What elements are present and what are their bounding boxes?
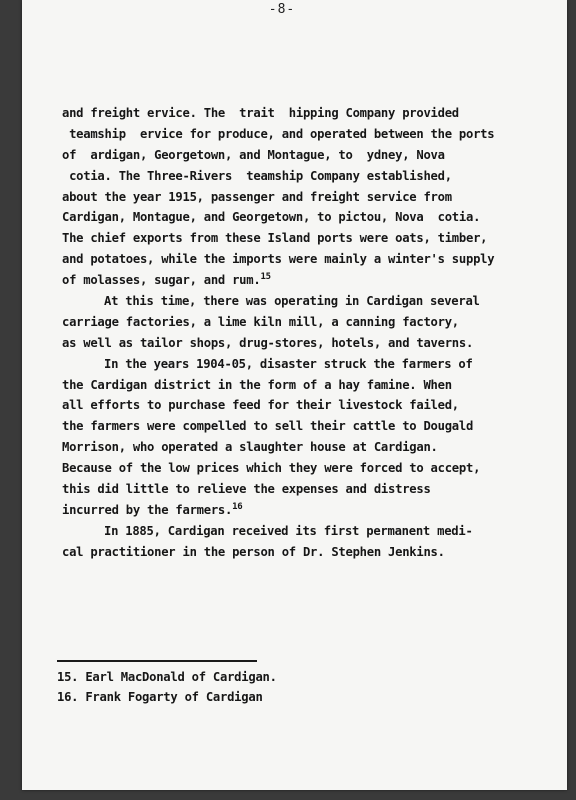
text-line: the farmers were compelled to sell their cattle to Dougald — [62, 419, 474, 434]
text-line: as well as tailor shops, drug-stores, hotels, and taverns. — [62, 335, 474, 350]
text-line: At this time, there was operating in Cardigan several — [104, 294, 480, 309]
paragraph — [62, 103, 532, 291]
body-text — [62, 103, 532, 563]
text-line: Morrison, who operated a slaughter house at Cardigan. — [62, 440, 438, 455]
footnote-ref: 15 — [260, 272, 271, 283]
footnotes — [57, 667, 527, 707]
text-line — [62, 500, 532, 521]
footnote: 16. Frank Fogarty of Cardigan — [57, 690, 263, 704]
footnote-ref: 16 — [232, 501, 243, 512]
text-line: this did little to relieve the expenses and distress — [62, 482, 431, 497]
text-line: Because of the low prices which they were forced to accept, — [62, 461, 481, 476]
text-line: carriage factories, a lime kiln mill, a canning factory, — [62, 314, 459, 329]
footnote: 15. Earl MacDonald of Cardigan. — [57, 670, 277, 684]
line-text: incurred by the farmers. — [62, 502, 233, 517]
text-line: of ardigan, Georgetown, and Montague, to ydney, Nova — [62, 147, 445, 162]
paragraph — [62, 354, 532, 521]
footnote-divider — [57, 660, 257, 662]
text-line: The chief exports from these Island ports were oats, timber, — [62, 231, 488, 246]
text-line: and potatoes, while the imports were mainly a winter's supply — [62, 252, 495, 267]
text-line: In the years 1904-05, disaster struck the farmers of — [104, 356, 473, 371]
line-text: of molasses, sugar, and rum. — [62, 273, 261, 288]
text-line: In 1885, Cardigan received its first permanent medi- — [104, 523, 473, 538]
page-number: -8- — [268, 2, 296, 17]
text-line: the Cardigan district in the form of a hay famine. When — [62, 377, 452, 392]
document-page — [22, 0, 567, 790]
text-line — [62, 270, 532, 291]
text-line: and freight ervice. The trait hipping Company provided — [62, 106, 459, 120]
text-line: cotia. The Three-Rivers teamship Company established, — [62, 168, 452, 183]
text-line: teamship ervice for produce, and operated between the ports — [62, 126, 495, 141]
text-line: cal practitioner in the person of Dr. Stephen Jenkins. — [62, 544, 445, 559]
paragraph — [62, 521, 532, 563]
paragraph — [62, 291, 532, 354]
text-line: about the year 1915, passenger and freight service from — [62, 189, 452, 204]
text-line: all efforts to purchase feed for their livestock failed, — [62, 398, 459, 413]
text-line: Cardigan, Montague, and Georgetown, to pictou, Nova cotia. — [62, 210, 481, 225]
